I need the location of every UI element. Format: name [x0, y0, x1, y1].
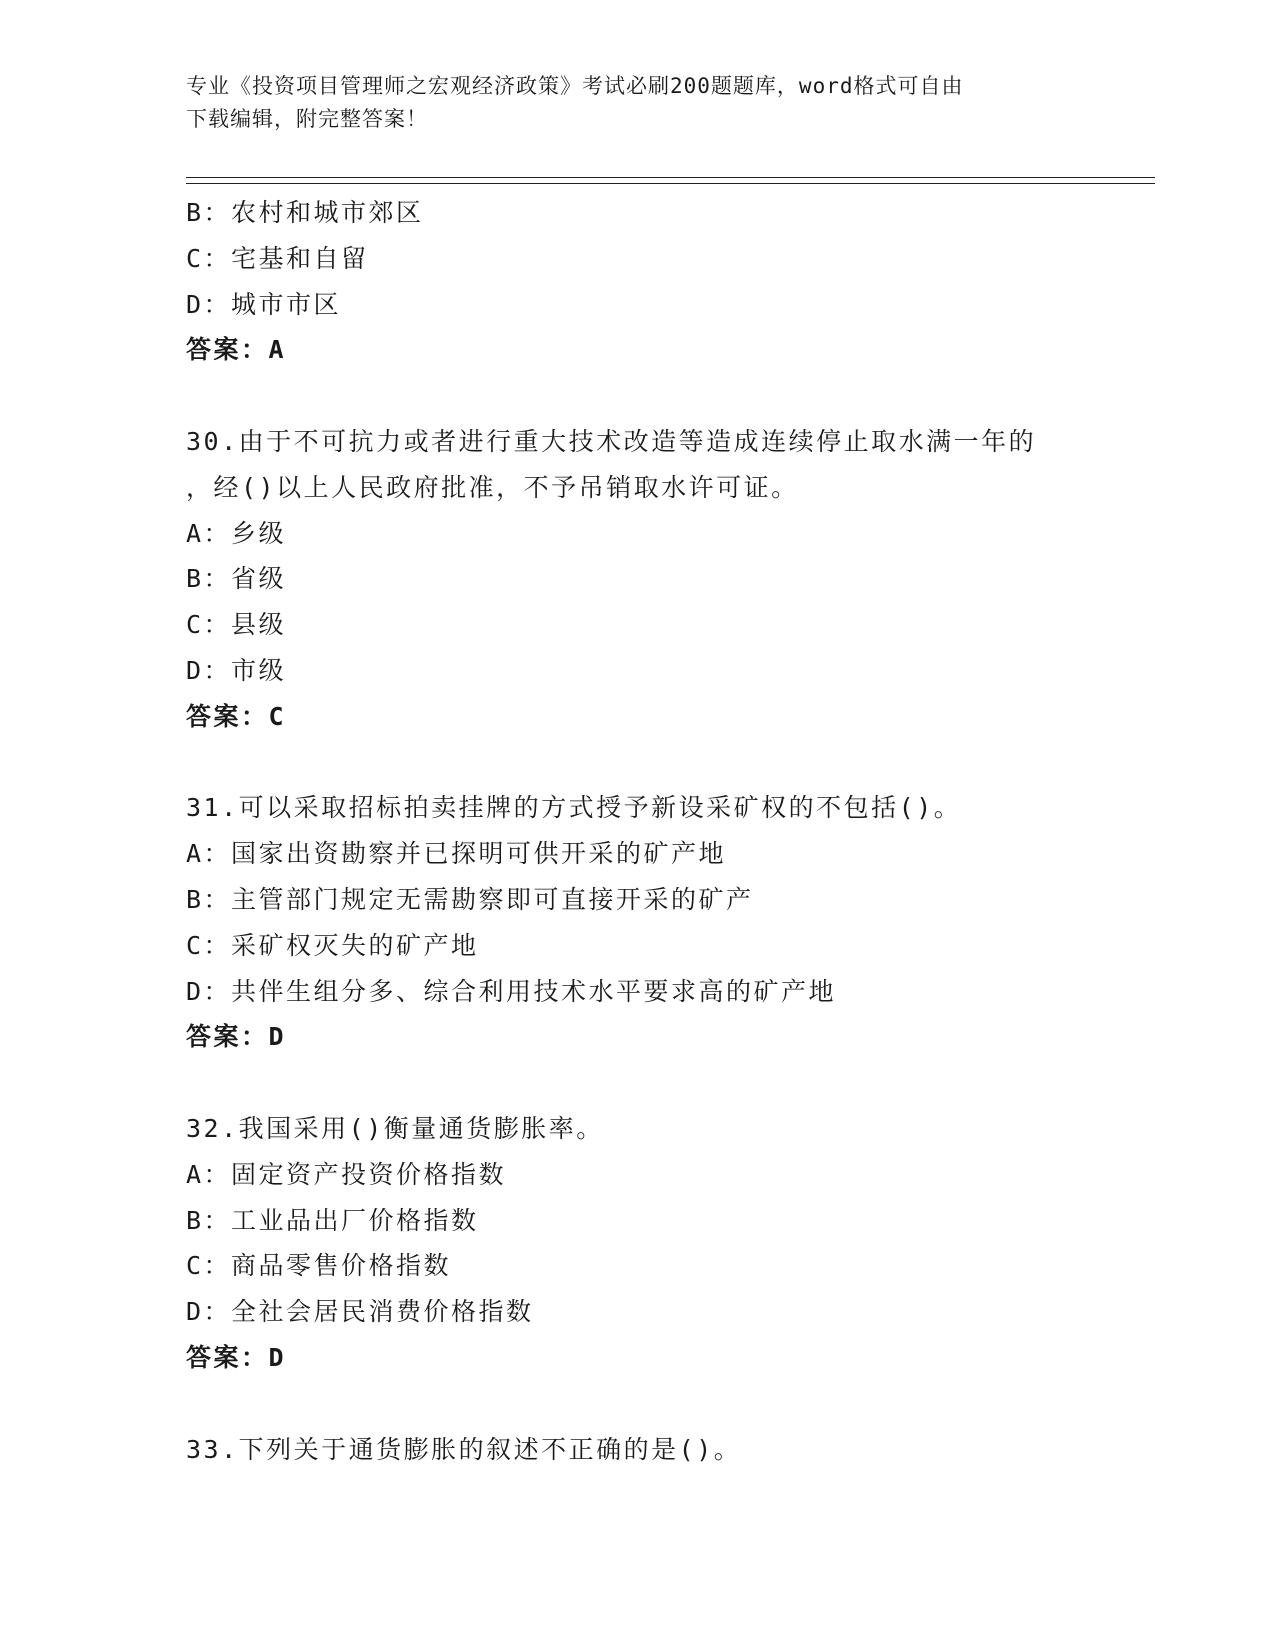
spacer — [186, 740, 1146, 786]
option-line: C：宅基和自留 — [186, 243, 369, 273]
question-block-33 — [186, 1427, 1146, 1473]
document-header — [186, 70, 1086, 136]
question-stem: 31.可以采取招标拍卖挂牌的方式授予新设采矿权的不包括()。 — [186, 793, 962, 823]
answer-line: 答案：D — [186, 1342, 287, 1372]
question-stem: ，经()以上人民政府批准，不予吊销取水许可证。 — [186, 472, 799, 502]
question-block-31 — [186, 785, 1146, 1060]
question-stem: 30.由于不可抗力或者进行重大技术改造等造成连续停止取水满一年的 — [186, 426, 1037, 456]
question-block-continued — [186, 190, 1146, 373]
option-line: B：主管部门规定无需勘察即可直接开采的矿产 — [186, 884, 754, 914]
option-line: D：市级 — [186, 655, 287, 685]
option-line: D：城市市区 — [186, 289, 342, 319]
option-line: A：乡级 — [186, 518, 287, 548]
option-line: D：共伴生组分多、综合利用技术水平要求高的矿产地 — [186, 976, 837, 1006]
option-line: C：县级 — [186, 610, 287, 640]
spacer — [186, 1060, 1146, 1106]
option-line: A：国家出资勘察并已探明可供开采的矿产地 — [186, 839, 727, 869]
answer-line: 答案：A — [186, 335, 287, 365]
header-line-2: 下载编辑，附完整答案！ — [186, 107, 428, 131]
header-line-1: 专业《投资项目管理师之宏观经济政策》考试必刷200题题库，word格式可自由 — [186, 74, 964, 98]
option-line: B：农村和城市郊区 — [186, 198, 424, 227]
spacer — [186, 373, 1146, 419]
question-list — [186, 190, 1146, 1472]
header-rule-bottom — [186, 183, 1155, 184]
header-rule-top — [186, 177, 1155, 178]
answer-line: 答案：D — [186, 1022, 287, 1052]
option-line: B：省级 — [186, 564, 287, 594]
spacer — [186, 1381, 1146, 1427]
answer-line: 答案：C — [186, 701, 287, 731]
option-line: A：固定资产投资价格指数 — [186, 1159, 507, 1189]
option-line: C：商品零售价格指数 — [186, 1251, 452, 1281]
option-line: D：全社会居民消费价格指数 — [186, 1297, 534, 1327]
question-block-32 — [186, 1106, 1146, 1381]
question-stem: 32.我国采用()衡量通货膨胀率。 — [186, 1113, 604, 1143]
option-line: C：采矿权灭失的矿产地 — [186, 930, 479, 960]
option-line: B：工业品出厂价格指数 — [186, 1205, 479, 1235]
question-stem: 33.下列关于通货膨胀的叙述不正确的是()。 — [186, 1434, 742, 1464]
question-block-30 — [186, 419, 1146, 740]
